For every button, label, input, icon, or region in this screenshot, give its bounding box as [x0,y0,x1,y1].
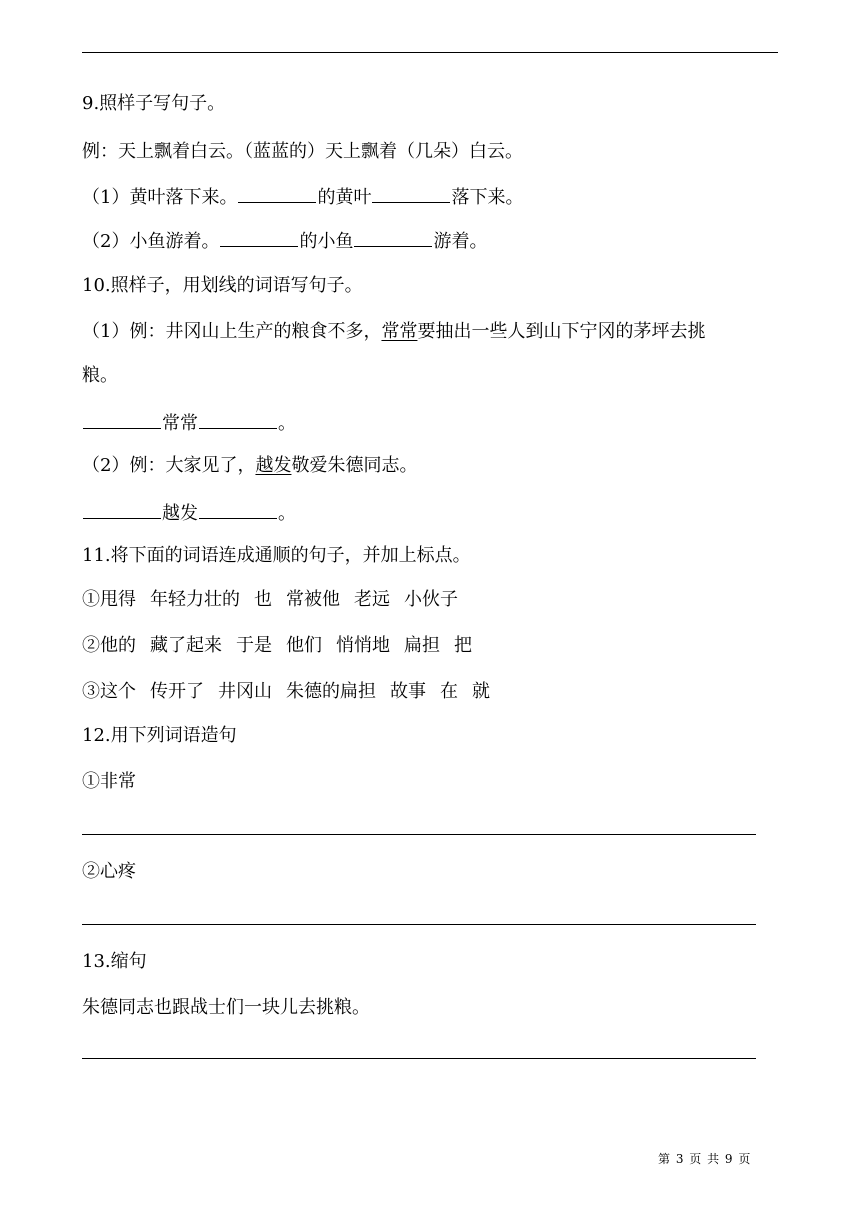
q11-word: 就 [472,681,490,702]
q11-word: 藏了起来 [150,635,222,656]
answer-line[interactable] [82,834,756,835]
q11-word: ①甩得 [82,589,136,610]
q9-item-1-prefix: （1）黄叶落下来。 [82,187,238,208]
q9-item-1 [82,184,523,210]
answer-line[interactable] [82,924,756,925]
q12-item-2: ②心疼 [82,861,136,882]
q9-item-2-suffix: 游着。 [433,231,488,252]
q11-word: ③这个 [82,681,136,702]
q10-ex2-suffix: 敬爱朱德同志。 [291,455,418,476]
q11-word: 老远 [354,589,390,610]
q9-example: 例：天上飘着白云。（蓝蓝的）天上飘着（几朵）白云。 [82,141,523,162]
q11-row-1 [82,588,472,612]
header-rule [82,52,778,53]
q10-ex2-underlined-word: 越发 [255,455,292,476]
q10-example-1-cont: 粮。 [82,365,118,386]
q11-word: 传开了 [150,681,204,702]
q10-example-1 [82,320,705,344]
q11-word: 小伙子 [404,589,458,610]
q11-row-2 [82,634,486,658]
q12-item-1: ①非常 [82,771,136,792]
q11-word: 井冈山 [218,681,272,702]
answer-blank[interactable] [238,184,316,203]
q13-sentence: 朱德同志也跟战士们一块儿去挑粮。 [82,997,370,1018]
q11-word: 朱德的扁担 [286,681,376,702]
q10-ans1-word: 常常 [162,413,198,434]
answer-blank[interactable] [199,410,277,429]
q11-word: ②他的 [82,635,136,656]
q10-ex1-suffix: 要抽出一些人到山下宁冈的茅坪去挑 [417,321,706,342]
q9-item-1-mid: 的黄叶 [317,187,372,208]
q9-item-2-mid: 的小鱼 [299,231,354,252]
q9-item-2 [82,228,487,254]
answer-line[interactable] [82,1058,756,1059]
q9-item-2-prefix: （2）小鱼游着。 [82,231,220,252]
q10-ans2-word: 越发 [162,503,198,524]
page-number: 第 3 页 共 9 页 [658,1152,751,1166]
q11-word: 于是 [236,635,272,656]
answer-blank[interactable] [83,410,161,429]
q11-word: 年轻力壮的 [150,589,240,610]
q11-word: 故事 [390,681,426,702]
q10-ex2-prefix: （2）例：大家见了， [82,455,256,476]
q10-ex1-prefix: （1）例：井冈山上生产的粮食不多， [82,321,382,342]
q11-row-3 [82,680,504,704]
q10-answer-1 [82,410,296,436]
q13-title: 13.缩句 [82,951,147,972]
answer-blank[interactable] [372,184,450,203]
answer-blank[interactable] [83,500,161,519]
q10-ex1-underlined-word: 常常 [381,321,418,342]
q9-item-1-suffix: 落下来。 [451,187,524,208]
q10-example-2 [82,454,417,478]
q11-word: 悄悄地 [336,635,390,656]
q11-word: 把 [454,635,472,656]
q11-word: 他们 [286,635,322,656]
q11-word: 也 [254,589,272,610]
q11-word: 扁担 [404,635,440,656]
q9-title: 9.照样子写句子。 [82,93,226,114]
q10-answer-2 [82,500,296,526]
answer-blank[interactable] [220,228,298,247]
answer-blank[interactable] [354,228,432,247]
answer-blank[interactable] [199,500,277,519]
q10-title: 10.照样子，用划线的词语写句子。 [82,275,363,296]
q10-ans2-end: 。 [278,503,296,524]
q11-word: 常被他 [286,589,340,610]
q10-ans1-end: 。 [278,413,296,434]
q11-title: 11.将下面的词语连成通顺的句子，并加上标点。 [82,545,471,566]
q11-word: 在 [440,681,458,702]
q12-title: 12.用下列词语造句 [82,725,237,746]
